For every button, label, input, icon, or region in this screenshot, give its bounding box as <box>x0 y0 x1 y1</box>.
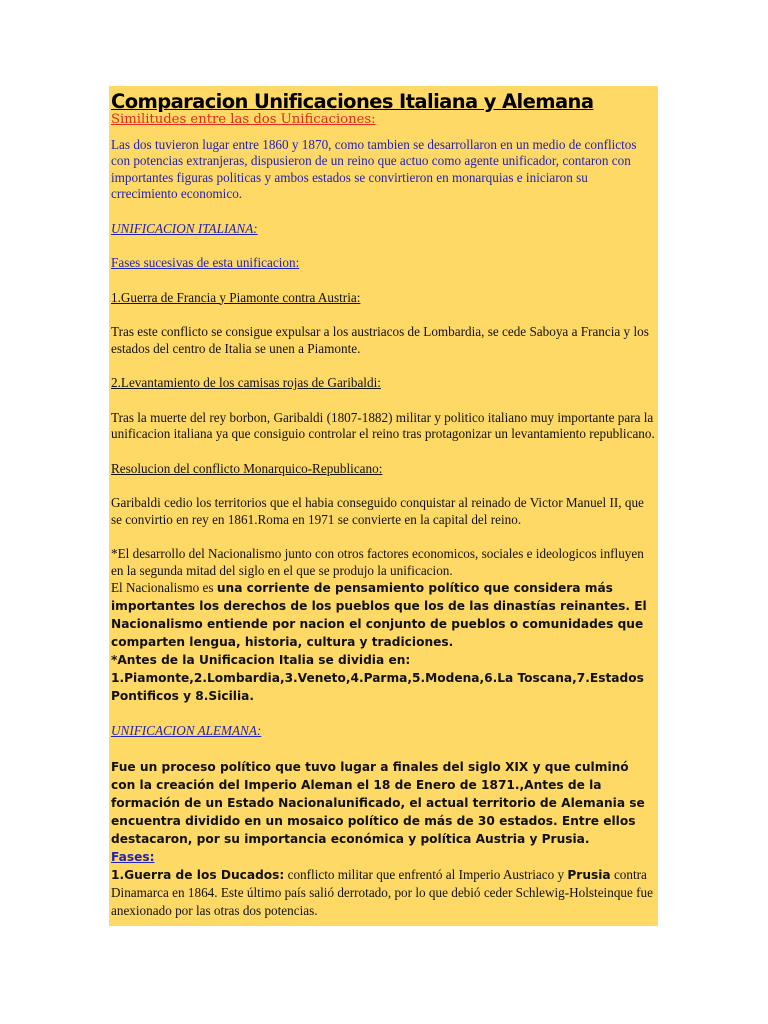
resolution-text: Garibaldi cedio los territorios que el habia conseguido conquistar al reinado de Victor Manuel II, que se convirtio en rey en 1861.Roma en 1971 se convierte en la capital del reino. <box>111 495 644 527</box>
germany-phase1 <box>111 866 656 920</box>
intro-paragraph: Las dos tuvieron lugar entre 1860 y 1870, como tambien se desarrollaron en un medio de conflictos con potencias extranjeras, dispusieron de un reino que actuo como agente unificador, contaron con importantes figuras politicas y ambos estados se convirtieron en monarquias e iniciaron su crrecimiento economico. <box>111 136 637 201</box>
germany-heading: UNIFICACION ALEMANA: <box>111 723 262 738</box>
germany-phases-heading: Fases: <box>111 849 155 864</box>
germany-phase1-prusia: Prusia <box>567 867 611 882</box>
nationalism-paragraph: *El desarrollo del Nacionalismo junto con otros factores economicos, sociales e ideologicos influyen en la segunda mitad del siglo en el que se produjo la unificacion. <box>111 546 644 578</box>
germany-phase1-lead: 1.Guerra de los Ducados: <box>111 867 285 882</box>
italy-phase2-heading: 2.Levantamiento de los camisas rojas de Garibaldi: <box>111 375 381 390</box>
nationalism-definition-lead: El Nacionalismo es <box>111 580 217 595</box>
before-unification-lead: *Antes de la Unificacion Italia se dividia en: <box>111 653 411 667</box>
italy-phases-heading: Fases sucesivas de esta unificacion: <box>111 255 300 270</box>
resolution-heading: Resolucion del conflicto Monarquico-Republicano: <box>111 460 383 476</box>
germany-phase1-part-a: conflicto militar que enfrentó al Imperio Austriaco y <box>284 866 568 882</box>
nationalism-definition-body: una corriente de pensamiento político que considera más importantes los derechos de los pueblos que los de las dinastías reinantes. El Nacionalismo entiende por nacion el conjunto de pueblos o comunidades que comparten lengua, historia, cultura y tradiciones. <box>111 581 647 649</box>
section-subtitle: Similitudes entre las dos Unificaciones: <box>111 112 376 127</box>
germany-phase1-part-b: contra Dinamarca en 1864. Este último país salió derrotado, por lo que debió ceder Schlewig-Holsteinque fue anexionado por las otras dos potencias. <box>111 866 653 918</box>
italy-phase1-heading: 1.Guerra de Francia y Piamonte contra Austria: <box>111 289 361 305</box>
document-title: Comparacion Unificaciones Italiana y Alemana <box>111 90 594 113</box>
italy-phase1-text: Tras este conflicto se consigue expulsar a los austriacos de Lombardia, se cede Saboya a Francia y los estados del centro de Italia se unen a Piamonte. <box>111 324 649 356</box>
italy-phase2-text: Tras la muerte del rey borbon, Garibaldi (1807-1882) militar y politico italiano muy importante para la unificacion italiana ya que consiguio controlar el reino tras protagonizar un levantamiento republicano. <box>111 409 655 441</box>
before-unification-list: 1.Piamonte,2.Lombardia,3.Veneto,4.Parma,5.Modena,6.La Toscana,7.Estados Pontificos y 8.Sicilia. <box>111 671 644 703</box>
nationalism-definition <box>111 579 656 651</box>
document-page <box>109 86 658 926</box>
germany-text: Fue un proceso político que tuvo lugar a finales del siglo XIX y que culminó con la creación del Imperio Aleman el 18 de Enero de 1871.,Antes de la formación de un Estado Nacionalunificado, el actual territorio de Alemania se encuentra dividido en un mosaico político de más de 30 estados. Entre ellos destacaron, por su importancia económica y política Austria y Prusia. <box>111 759 645 846</box>
italy-heading: UNIFICACION ITALIANA: <box>111 220 258 236</box>
